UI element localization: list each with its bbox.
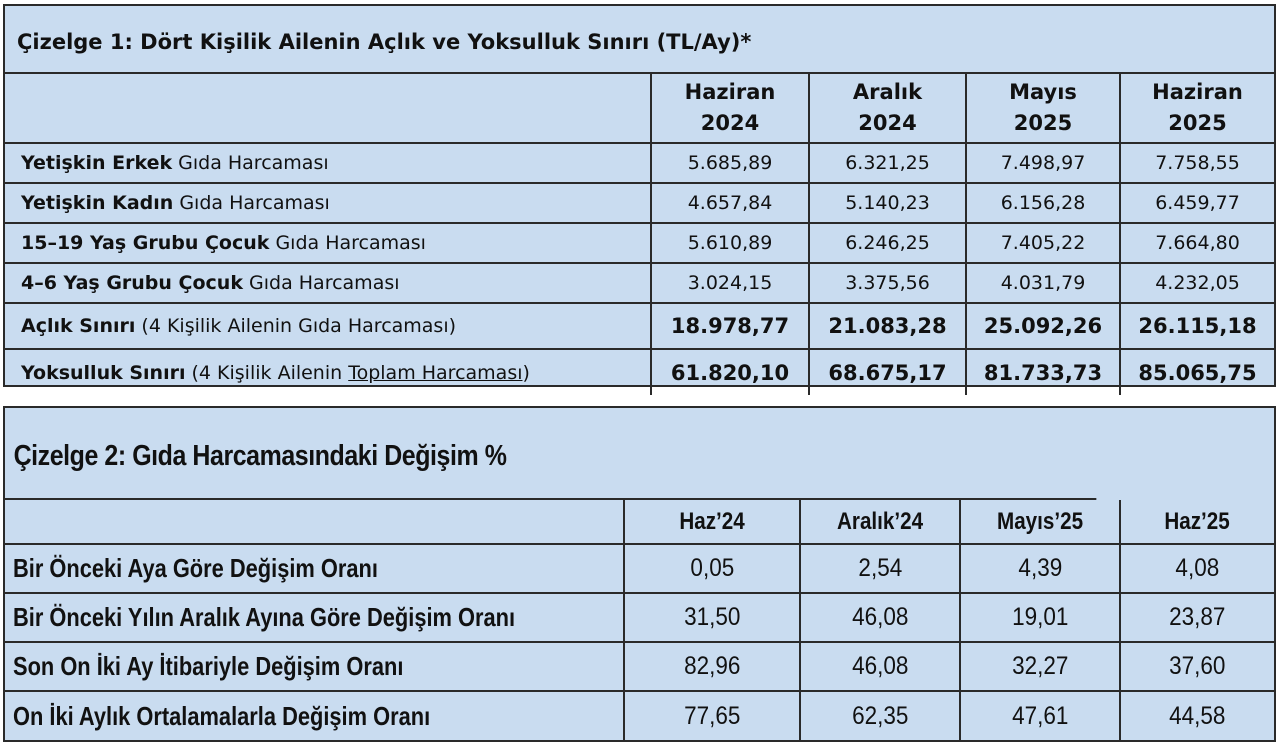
- table2-header-blank: [5, 500, 624, 544]
- table-row: [5, 263, 1274, 303]
- table-cell: 68.675,17: [809, 349, 966, 395]
- table-cell: 7.405,22: [966, 223, 1120, 263]
- table1-col-mayis-2025: Mayıs 2025: [966, 74, 1120, 143]
- table-cell: 26.115,18: [1120, 303, 1274, 349]
- table1-header-blank: [5, 74, 651, 143]
- table-cell: 4,08: [1120, 544, 1274, 593]
- table-cell: 3.375,56: [809, 263, 966, 303]
- table1-col-haziran-2024: Haziran 2024: [651, 74, 809, 143]
- row-label: 4–6 Yaş Grubu Çocuk Gıda Harcaması: [5, 263, 651, 303]
- table-cell: 46,08: [800, 593, 960, 642]
- table-cell: 5.685,89: [651, 143, 809, 183]
- table2-header-row: [5, 500, 1274, 544]
- row-label: Son On İki Ay İtibariyle Değişim Oranı: [5, 642, 624, 691]
- table1-col-haziran-2025: Haziran 2025: [1120, 74, 1274, 143]
- row-label: 15–19 Yaş Grubu Çocuk Gıda Harcaması: [5, 223, 651, 263]
- table-cell: 44,58: [1120, 691, 1274, 740]
- table-row: [5, 143, 1274, 183]
- table-cell: 6.156,28: [966, 183, 1120, 223]
- row-label: On İki Aylık Ortalamalarla Değişim Oranı: [5, 691, 624, 740]
- table-cell: 82,96: [624, 642, 800, 691]
- poverty-line-row: [5, 349, 1274, 395]
- table-row: [5, 223, 1274, 263]
- table-row: [5, 183, 1274, 223]
- table-cell: 18.978,77: [651, 303, 809, 349]
- hunger-line-row: [5, 303, 1274, 349]
- table-cell: 37,60: [1120, 642, 1274, 691]
- table1-header-row: [5, 74, 1274, 143]
- row-label: Açlık Sınırı (4 Kişilik Ailenin Gıda Harcaması): [5, 303, 651, 349]
- table-cell: 31,50: [624, 593, 800, 642]
- table-cell: 32,27: [960, 642, 1120, 691]
- table-cell: 61.820,10: [651, 349, 809, 395]
- table1-panel: [3, 4, 1276, 387]
- table-cell: 81.733,73: [966, 349, 1120, 395]
- table-cell: 7.664,80: [1120, 223, 1274, 263]
- hunger-poverty-table: [5, 74, 1274, 395]
- table-cell: 7.498,97: [966, 143, 1120, 183]
- row-label: Bir Önceki Aya Göre Değişim Oranı: [5, 544, 624, 593]
- table2-col-haz24: Haz’24: [624, 500, 800, 544]
- table2-panel: [3, 406, 1276, 742]
- row-label: Yetişkin Kadın Gıda Harcaması: [5, 183, 651, 223]
- table-cell: 7.758,55: [1120, 143, 1274, 183]
- table-cell: 21.083,28: [809, 303, 966, 349]
- table-row: [5, 593, 1274, 642]
- table-cell: 19,01: [960, 593, 1120, 642]
- table-cell: 47,61: [960, 691, 1120, 740]
- table-cell: 3.024,15: [651, 263, 809, 303]
- table-cell: 4.031,79: [966, 263, 1120, 303]
- table-row: [5, 642, 1274, 691]
- table-cell: 4.232,05: [1120, 263, 1274, 303]
- table-cell: 5.610,89: [651, 223, 809, 263]
- table-cell: 6.459,77: [1120, 183, 1274, 223]
- food-change-table: [5, 500, 1274, 740]
- table-cell: 85.065,75: [1120, 349, 1274, 395]
- table-cell: 25.092,26: [966, 303, 1120, 349]
- table-cell: 46,08: [800, 642, 960, 691]
- row-label: Yetişkin Erkek Gıda Harcaması: [5, 143, 651, 183]
- table-cell: 2,54: [800, 544, 960, 593]
- table2-col-aralik24: Aralık’24: [800, 500, 960, 544]
- table-cell: 5.140,23: [809, 183, 966, 223]
- table-row: [5, 691, 1274, 740]
- table2-title: Çizelge 2: Gıda Harcamasındaki Değişim %: [5, 408, 1096, 500]
- table1-col-aralik-2024: Aralık 2024: [809, 74, 966, 143]
- table-cell: 23,87: [1120, 593, 1274, 642]
- table-cell: 6.321,25: [809, 143, 966, 183]
- table-cell: 77,65: [624, 691, 800, 740]
- table1-title: Çizelge 1: Dört Kişilik Ailenin Açlık ve Yoksulluk Sınırı (TL/Ay)*: [5, 6, 1274, 74]
- table2-col-mayis25: Mayıs’25: [960, 500, 1120, 544]
- table-cell: 62,35: [800, 691, 960, 740]
- table-cell: 4,39: [960, 544, 1120, 593]
- row-label: Yoksulluk Sınırı (4 Kişilik Ailenin Toplam Harcaması): [5, 349, 651, 395]
- table-cell: 6.246,25: [809, 223, 966, 263]
- table-cell: 0,05: [624, 544, 800, 593]
- table2-col-haz25: Haz’25: [1120, 500, 1274, 544]
- row-label: Bir Önceki Yılın Aralık Ayına Göre Değişim Oranı: [5, 593, 624, 642]
- table-cell: 4.657,84: [651, 183, 809, 223]
- table-row: [5, 544, 1274, 593]
